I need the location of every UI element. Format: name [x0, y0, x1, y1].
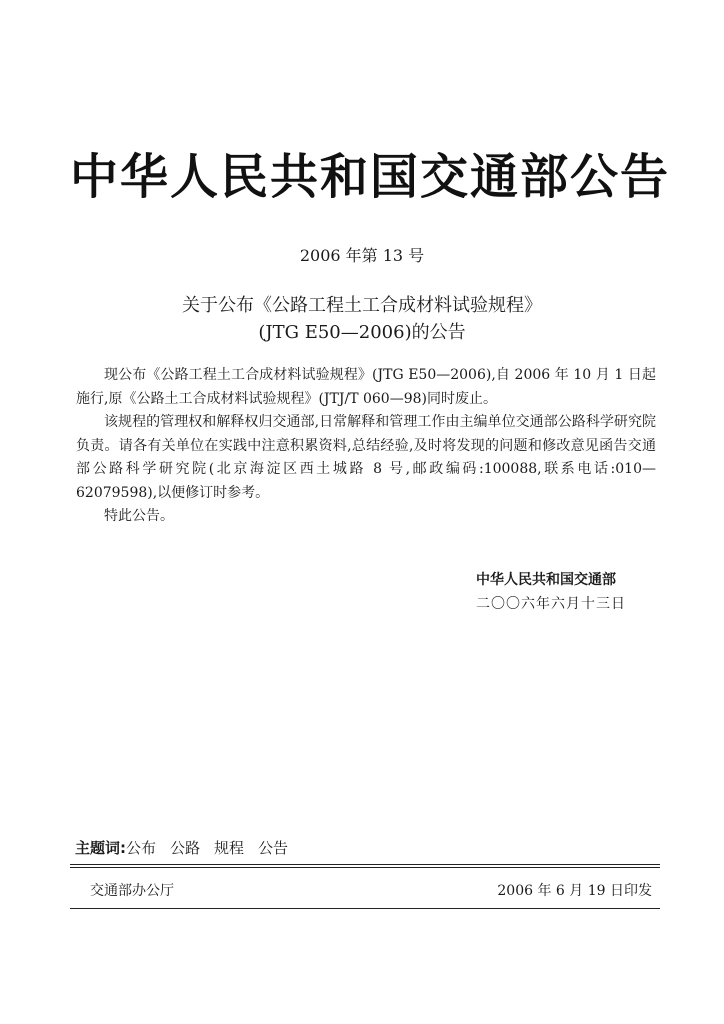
footer-issuer: 交通部办公厅	[90, 883, 174, 899]
divider-top-thin	[70, 867, 660, 868]
keywords-line	[75, 837, 302, 858]
keyword-item: 公告	[258, 839, 289, 857]
keyword-item: 公布	[126, 839, 157, 857]
keyword-item: 公路	[170, 839, 201, 857]
announcement-title-line1: 关于公布《公路工程土工合成材料试验规程》	[182, 295, 542, 316]
signature-block	[476, 568, 626, 616]
announcement-number: 2006 年第 13 号	[299, 246, 425, 265]
keywords-label: 主题词:	[75, 839, 126, 857]
body-paragraph: 现公布《公路工程土工合成材料试验规程》(JTG E50—2006),自 2006 年 10 月 1 日起施行,原《公路土工合成材料试验规程》(JTJ/T 060—98)同时废止。	[76, 367, 656, 407]
keyword-item: 规程	[214, 839, 245, 857]
document-header-title: 中华人民共和国交通部公告	[69, 149, 670, 205]
announcement-body	[76, 364, 656, 529]
body-closing: 特此公告。	[104, 508, 174, 524]
footer-issue-date: 2006 年 6 月 19 日印发	[497, 883, 652, 899]
signature-date: 二〇〇六年六月十三日	[476, 596, 626, 612]
divider-top	[70, 864, 660, 865]
divider-bottom	[70, 908, 660, 909]
signature-organization: 中华人民共和国交通部	[476, 572, 616, 588]
body-paragraph: 该规程的管理权和解释权归交通部,日常解释和管理工作由主编单位交通部公路科学研究院负责。请各有关单位在实践中注意积累资料,总结经验,及时将发现的问题和修改意见函告交通部公路科学研究院(北京海淀区西土城路 8 号,邮政编码:100088,联系电话:010—62079598),以便修订时参考。	[76, 414, 656, 501]
announcement-title-line2: (JTG E50—2006)的公告	[258, 322, 466, 343]
